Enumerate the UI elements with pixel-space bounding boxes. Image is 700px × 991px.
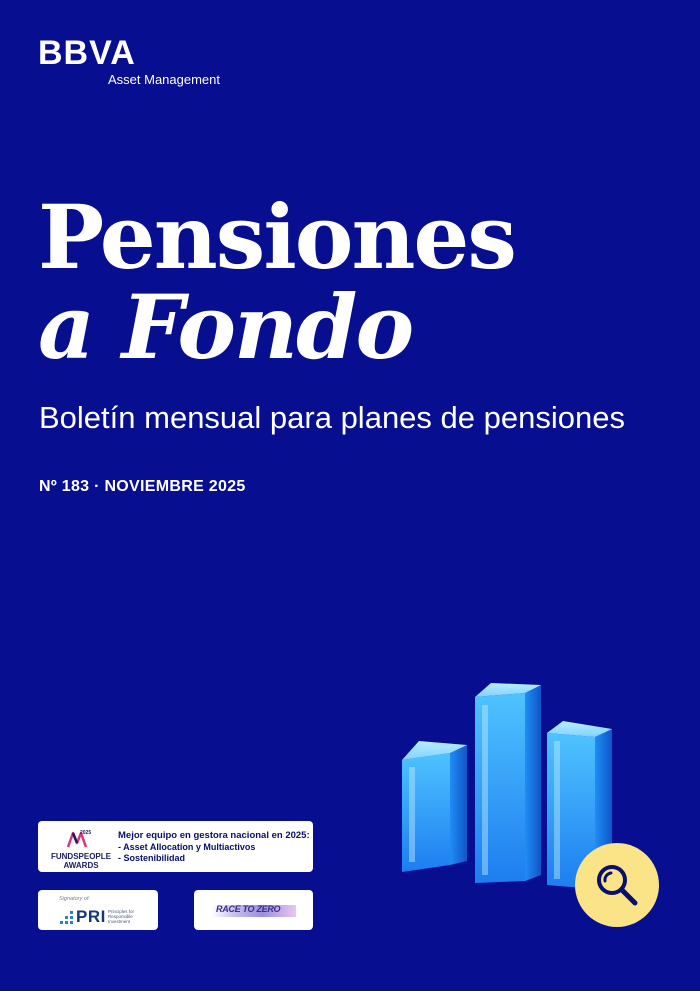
race-to-zero-badge [194,890,313,930]
fundspeople-name-line1: FUNDSPEOPLE [50,852,111,861]
award-description [118,830,310,864]
issue-label: Nº 183 · NOVIEMBRE 2025 [39,478,246,495]
title-line-2: a Fondo [38,275,413,379]
award-item-sostenibilidad: - Sostenibilidad [118,853,186,863]
pri-dots-icon [60,911,74,925]
fundspeople-mark-icon [46,829,110,851]
page-title [38,185,515,379]
search-badge [575,843,659,927]
award-heading: Mejor equipo en gestora nacional en 2025: [118,830,310,841]
pri-name: PRI [76,907,106,926]
fundspeople-name-line2: AWARDS [63,861,99,870]
pri-signatory-label: Signatory of: [59,896,90,902]
pri-signatory-badge [38,890,158,930]
illustration-bar-middle [475,683,541,883]
illustration-bar-left [402,741,467,872]
fundspeople-award-badge [38,821,313,872]
brand-wordmark: BBVA [38,34,136,72]
award-list [118,842,310,864]
search-icon [593,861,641,909]
bbva-logo [38,34,221,87]
fundspeople-logo [46,829,111,870]
brand-subtitle: Asset Management [108,72,221,87]
pri-description: Principles for Responsible Investment [108,909,135,924]
fundspeople-year: 2025 [80,830,92,836]
title-line-1: Pensiones [38,185,515,289]
award-item-asset-allocation: - Asset Allocation y Multiactivos [118,842,256,852]
page-subtitle: Boletín mensual para planes de pensiones [39,400,625,435]
race-to-zero-label: RACE TO ZERO [216,904,281,914]
fundspeople-name [48,852,114,870]
